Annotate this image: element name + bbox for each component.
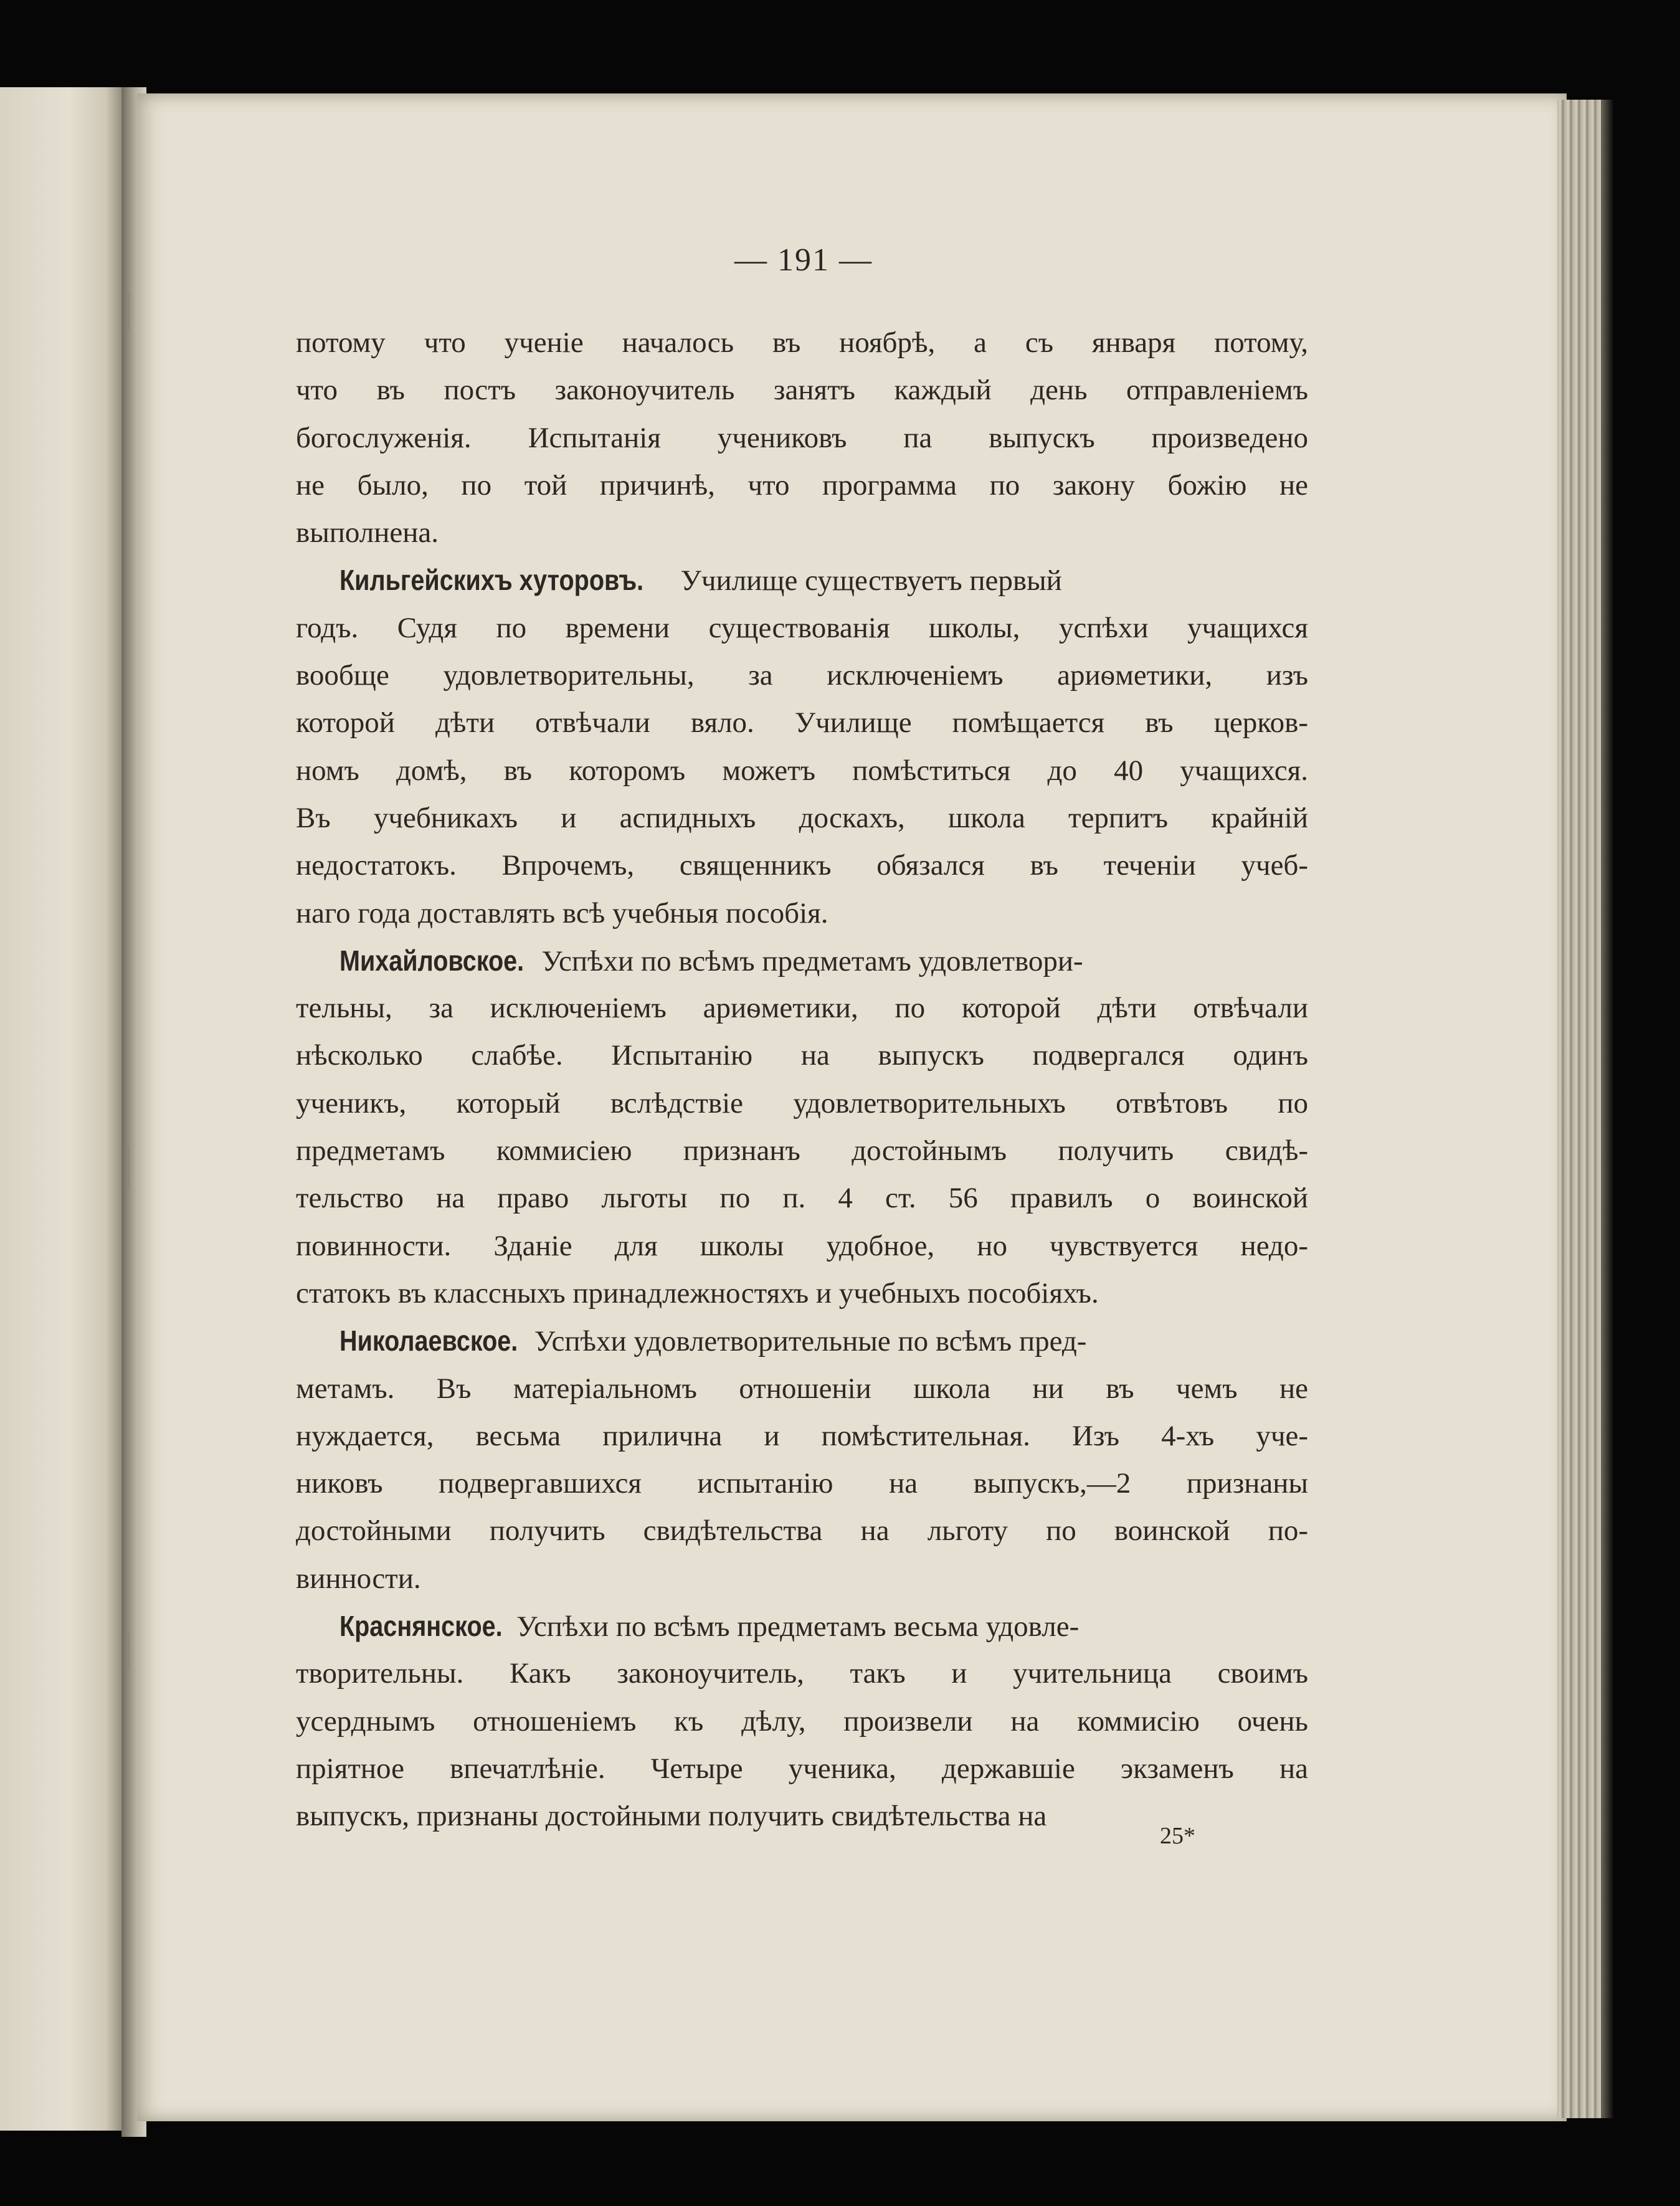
line-text: ученикъ, который вслѣдствіе удовлетворительныхъ отвѣтовъ по: [296, 1086, 1308, 1120]
signature-mark: 25*: [1160, 1823, 1195, 1849]
line-text: Успѣхи по всѣмъ предметамъ удовлетвори-: [541, 944, 1083, 977]
line-text: тельны, за исключеніемъ ариѳметики, по которой дѣти отвѣчали: [296, 992, 1308, 1025]
text-line: [296, 747, 1308, 794]
line-text: наго года доставлять всѣ учебныя пособія.: [296, 896, 828, 929]
text-line: [296, 1507, 1308, 1554]
page-number: — 191 —: [734, 242, 873, 278]
line-text: Успѣхи по всѣмъ предметамъ весьма удовле-: [516, 1610, 1080, 1643]
line-text: вообще удовлетворительны, за исключеніемъ ариѳметики, изъ: [296, 659, 1308, 692]
text-line: [296, 366, 1308, 414]
text-line: [296, 842, 1308, 889]
line-text: достойными получить свидѣтельства на льготу по воинской по-: [296, 1514, 1308, 1548]
line-text: выполнена.: [296, 516, 439, 549]
text-line: [296, 604, 1308, 652]
text-line: [296, 1317, 1308, 1364]
text-line: [296, 1650, 1308, 1697]
line-text: нуждается, весьма прилична и помѣстительная. Изъ 4-хъ уче-: [296, 1419, 1308, 1452]
line-text: усерднымъ отношеніемъ къ дѣлу, произвели на коммисію очень: [296, 1704, 1308, 1738]
text-line: [296, 652, 1308, 699]
text-line: [296, 699, 1308, 746]
text-line: [296, 1270, 1308, 1317]
margin-mark: [128, 1146, 130, 1190]
line-text: Успѣхи удовлетворительные по всѣмъ пред-: [534, 1325, 1087, 1358]
margin-mark: [128, 293, 130, 330]
line-text: потому что ученіе началось въ ноябрѣ, а съ января потому,: [296, 326, 1308, 359]
text-line: [296, 1698, 1308, 1745]
text-line: [296, 1222, 1308, 1270]
paragraph-heading: Михайловское.: [339, 944, 524, 977]
text-line: [296, 1460, 1308, 1507]
line-text: винности.: [296, 1562, 421, 1595]
paragraph-heading: Кильгейскихъ хуторовъ.: [339, 564, 644, 597]
line-text: творительны. Какъ законоучитель, такъ и учительница своимъ: [296, 1657, 1308, 1690]
line-text: номъ домѣ, въ которомъ можетъ помѣститься до 40 учащихся.: [296, 754, 1308, 787]
line-text: Училище существуетъ первый: [680, 564, 1062, 597]
left-page-edge: [0, 87, 125, 2131]
line-text: которой дѣти отвѣчали вяло. Училище помѣщается въ церков-: [296, 706, 1308, 739]
text-line: [296, 937, 1308, 984]
paragraph-heading: Краснянское.: [339, 1610, 503, 1643]
text-line: [296, 794, 1308, 842]
paragraph-heading: Николаевское.: [339, 1324, 518, 1357]
line-text: что въ постъ законоучитель занятъ каждый день отправленіемъ: [296, 374, 1308, 407]
text-line: [296, 1174, 1308, 1222]
text-line: [296, 1745, 1308, 1792]
text-line: [296, 1365, 1308, 1412]
text-line: [296, 1792, 1308, 1840]
line-text: не было, по той причинѣ, что программа по закону божію не: [296, 468, 1308, 502]
line-text: выпускъ, признаны достойными получить свидѣтельства на: [296, 1800, 1047, 1833]
text-line: [296, 1555, 1308, 1602]
line-text: Въ учебникахъ и аспидныхъ доскахъ, школа терпитъ крайній: [296, 801, 1308, 834]
line-text: годъ. Судя по времени существованія школы, успѣхи учащихся: [296, 611, 1308, 644]
text-line: [296, 509, 1308, 556]
page-edge-shadow: [1601, 100, 1613, 2118]
text-line: [296, 556, 1308, 604]
line-text: никовъ подвергавшихся испытанію на выпускъ,—2 признаны: [296, 1467, 1308, 1500]
text-line: [296, 1412, 1308, 1460]
line-text: недостатокъ. Впрочемъ, священникъ обязался въ теченіи учеб-: [296, 849, 1308, 882]
text-line: [296, 414, 1308, 462]
text-line: [296, 984, 1308, 1032]
line-text: пріятное впечатлѣніе. Четыре ученика, державшіе экзаменъ на: [296, 1752, 1308, 1785]
line-text: метамъ. Въ матеріальномъ отношеніи школа ни въ чемъ не: [296, 1372, 1308, 1405]
line-text: нѣсколько слабѣе. Испытанію на выпускъ подвергался одинъ: [296, 1039, 1308, 1072]
line-text: повинности. Зданіе для школы удобное, но чувствуется недо-: [296, 1229, 1308, 1262]
text-line: [296, 319, 1308, 366]
text-line: [296, 1080, 1308, 1127]
text-line: [296, 1032, 1308, 1079]
text-line: [296, 1127, 1308, 1174]
body-text: [296, 319, 1308, 1840]
margin-mark: [128, 1632, 130, 1670]
line-text: тельство на право льготы по п. 4 ст. 56 правилъ о воинской: [296, 1182, 1308, 1215]
line-text: богослуженія. Испытанія учениковъ па выпускъ произведено: [296, 421, 1308, 454]
text-line: [296, 890, 1308, 937]
text-line: [296, 1602, 1308, 1650]
text-line: [296, 462, 1308, 509]
line-text: предметамъ коммисіею признанъ достойнымъ получить свидѣ-: [296, 1134, 1308, 1167]
line-text: статокъ въ классныхъ принадлежностяхъ и учебныхъ пособіяхъ.: [296, 1277, 1099, 1310]
page-stack-edges: [1557, 100, 1601, 2118]
